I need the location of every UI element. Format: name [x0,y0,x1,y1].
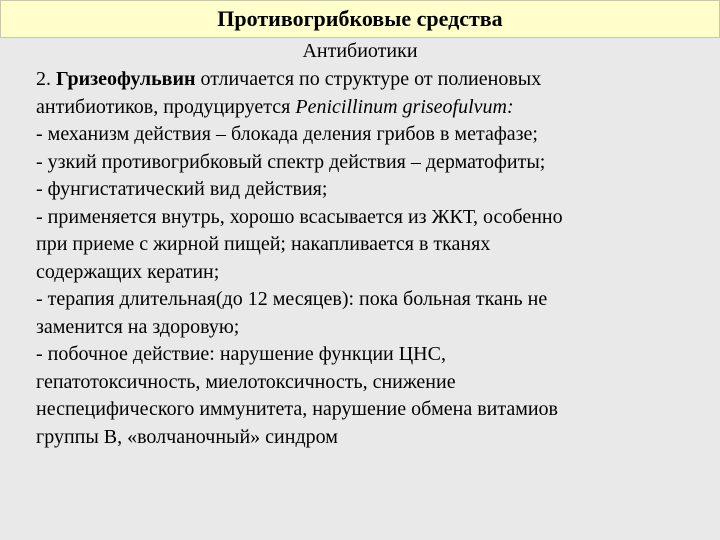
producer-line [36,94,706,122]
item-number: 2. [36,68,56,90]
slide-title: Противогрибковые средства [217,6,503,31]
text-line: заменится на здоровую; [36,315,240,338]
text-line: - узкий противогрибковый спектр действия – дерматофиты; [36,150,546,173]
slide-body [36,66,706,451]
text-line: гепатотоксичность, миелотоксичность, снижение [36,370,456,393]
text-line: - побочное действие: нарушение функции ЦНС, [36,343,446,365]
intro-line [36,66,706,94]
drug-name: Гризеофульвин [56,68,196,90]
text-line: при приеме с жирной пищей; накапливается в тканях [36,233,491,255]
text-line: группы В, «волчаночный» синдром [36,425,338,448]
text-line: - механизм действия – блокада деления грибов в метафазе; [36,123,538,145]
text-line: - терапия длительная(до 12 месяцев): пока больная ткань не [36,288,548,310]
text-line: - фунгистатический вид действия; [36,178,328,200]
text-line: - применяется внутрь, хорошо всасывается из ЖКТ, особенно [36,205,563,228]
title-bar [0,0,720,38]
producer-name: Penicillinum griseofulvum: [295,95,514,118]
intro-rest: отличается по структуре от полиеновых [195,68,542,90]
producer-prefix: антибиотиков, продуцируется [36,95,296,118]
text-line: содержащих кератин; [36,260,220,283]
text-line: неспецифического иммунитета, нарушение обмена витамиов [36,398,559,420]
slide-subtitle: Антибиотики [302,40,418,62]
